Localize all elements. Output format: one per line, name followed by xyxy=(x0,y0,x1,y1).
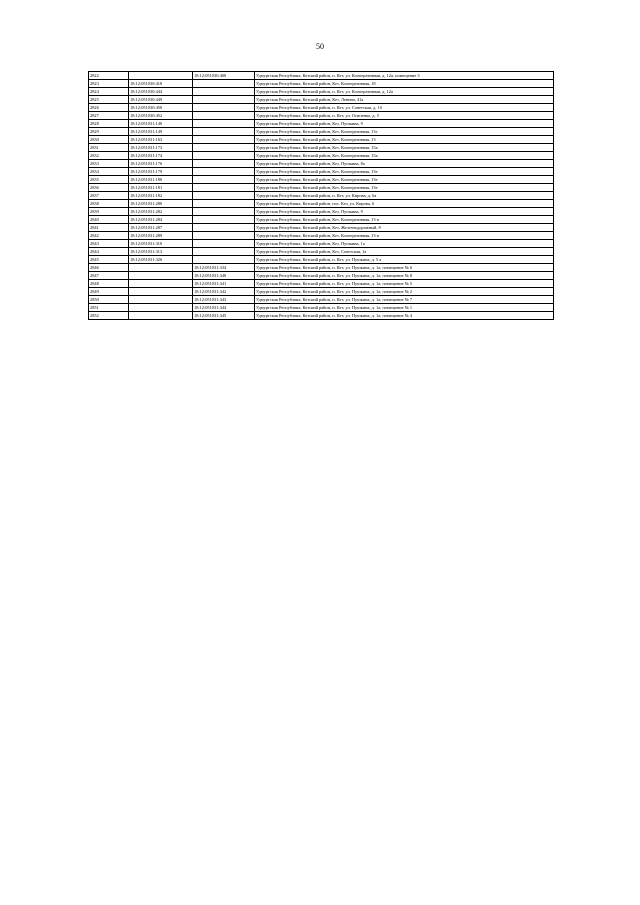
address-cell: Удмуртская Республика, Кезский район, п. Кез, ул. Кооперативная, д. 12а xyxy=(255,88,554,96)
land-cadastral-number-cell xyxy=(129,296,193,304)
premises-cadastral-number-cell: 18:12:051031:345 xyxy=(193,312,255,320)
table-row xyxy=(89,280,554,288)
land-cadastral-number-cell: 18:12:051031:182 xyxy=(129,192,193,200)
table-row xyxy=(89,128,554,136)
row-number-cell: 2833 xyxy=(89,160,129,168)
table-row xyxy=(89,232,554,240)
table-row xyxy=(89,296,554,304)
premises-cadastral-number-cell xyxy=(193,184,255,192)
row-number-cell: 2830 xyxy=(89,136,129,144)
premises-cadastral-number-cell xyxy=(193,216,255,224)
premises-cadastral-number-cell: 18:12:051031:340 xyxy=(193,272,255,280)
premises-cadastral-number-cell: 18:12:051031:344 xyxy=(193,304,255,312)
table-row xyxy=(89,72,554,80)
row-number-cell: 2852 xyxy=(89,312,129,320)
address-cell: Удмуртская Республика, Кезский район, Кез, Кооперативная, 13 в xyxy=(255,216,554,224)
address-cell: Удмуртская Республика, Кезский район, Кез, Ленина, 41а xyxy=(255,96,554,104)
land-cadastral-number-cell: 18:12:051030:450 xyxy=(129,104,193,112)
land-cadastral-number-cell xyxy=(129,304,193,312)
table-row xyxy=(89,256,554,264)
row-number-cell: 2831 xyxy=(89,144,129,152)
address-cell: Удмуртская Республика, Кезский район, Кез, Кооперативная, 13 в xyxy=(255,232,554,240)
address-cell: Удмуртская Республика, Кезский район, Кез, Кооперативная, 18 xyxy=(255,80,554,88)
land-cadastral-number-cell: 18:12:051031:284 xyxy=(129,216,193,224)
land-cadastral-number-cell: 18:12:051031:179 xyxy=(129,168,193,176)
land-cadastral-number-cell xyxy=(129,72,193,80)
row-number-cell: 2843 xyxy=(89,240,129,248)
address-cell: Удмуртская Республика, Кезский район, Кез, Кооперативная, 15а xyxy=(255,152,554,160)
premises-cadastral-number-cell xyxy=(193,200,255,208)
land-cadastral-number-cell: 18:12:051031:176 xyxy=(129,160,193,168)
address-cell: Удмуртская Республика, Кезский район, п. Кез, ул. Пушкина, д. 1а, помещение № 7 xyxy=(255,296,554,304)
row-number-cell: 2849 xyxy=(89,288,129,296)
row-number-cell: 2846 xyxy=(89,264,129,272)
address-cell: Удмуртская Республика, Кезский район, Кез, Кооперативная, 13 xyxy=(255,136,554,144)
premises-cadastral-number-cell: 18:12:051030:400 xyxy=(193,72,255,80)
address-cell: Удмуртская Республика, Кезский район, Кез, Кооперативная, 13е xyxy=(255,168,554,176)
address-cell: Удмуртская Республика, Кезский район, Кез, Пушкина, 8а xyxy=(255,160,554,168)
premises-cadastral-number-cell xyxy=(193,136,255,144)
address-cell: Удмуртская Республика, Кезский район, п. Кез, ул. Пушкина, д. 1а, помещение № 2 xyxy=(255,288,554,296)
row-number-cell: 2824 xyxy=(89,88,129,96)
premises-cadastral-number-cell: 18:12:051031:341 xyxy=(193,280,255,288)
address-cell: Удмуртская Республика, Кезский район, п. Кез, ул. Кирова, д. 6а xyxy=(255,192,554,200)
table-row xyxy=(89,160,554,168)
land-cadastral-number-cell: 18:12:051031:289 xyxy=(129,232,193,240)
row-number-cell: 2836 xyxy=(89,184,129,192)
address-cell: Удмуртская Республика, Кезский район, Кез, Кооперативная, 13г xyxy=(255,128,554,136)
row-number-cell: 2829 xyxy=(89,128,129,136)
table-row xyxy=(89,224,554,232)
premises-cadastral-number-cell xyxy=(193,176,255,184)
row-number-cell: 2845 xyxy=(89,256,129,264)
premises-cadastral-number-cell xyxy=(193,128,255,136)
premises-cadastral-number-cell xyxy=(193,240,255,248)
land-cadastral-number-cell: 18:12:051030:444 xyxy=(129,88,193,96)
address-cell: Удмуртская Республика, Кезский район, п. Кез, ул. Пушкина, д. 1а, помещение № 5 xyxy=(255,280,554,288)
land-cadastral-number-cell: 18:12:051031:310 xyxy=(129,240,193,248)
row-number-cell: 2832 xyxy=(89,152,129,160)
table-row xyxy=(89,184,554,192)
row-number-cell: 2822 xyxy=(89,72,129,80)
table-row xyxy=(89,136,554,144)
address-cell: Удмуртская Республика, Кезский район, Кез, Кооперативная, 13е xyxy=(255,184,554,192)
address-cell: Удмуртская Республика, Кезский район, пос. Кез, ул. Кирова, 6 xyxy=(255,200,554,208)
land-cadastral-number-cell: 18:12:051031:326 xyxy=(129,256,193,264)
premises-cadastral-number-cell xyxy=(193,256,255,264)
table-row xyxy=(89,104,554,112)
row-number-cell: 2842 xyxy=(89,232,129,240)
table-row xyxy=(89,152,554,160)
table-row xyxy=(89,312,554,320)
address-cell: Удмуртская Республика, Кезский район, п. Кез, ул. Кооперативная, д. 12а, помещение 3 xyxy=(255,72,554,80)
page-number: 50 xyxy=(316,42,324,51)
row-number-cell: 2847 xyxy=(89,272,129,280)
table-row xyxy=(89,192,554,200)
land-cadastral-number-cell: 18:12:051031:313 xyxy=(129,248,193,256)
land-cadastral-number-cell: 18:12:051031:181 xyxy=(129,184,193,192)
table-row xyxy=(89,264,554,272)
land-cadastral-number-cell: 18:12:051031:173 xyxy=(129,144,193,152)
row-number-cell: 2828 xyxy=(89,120,129,128)
land-cadastral-number-cell xyxy=(129,280,193,288)
registry-table-body xyxy=(89,72,554,320)
land-cadastral-number-cell: 18:12:051030:418 xyxy=(129,80,193,88)
premises-cadastral-number-cell xyxy=(193,160,255,168)
row-number-cell: 2848 xyxy=(89,280,129,288)
table-row xyxy=(89,272,554,280)
land-cadastral-number-cell xyxy=(129,288,193,296)
premises-cadastral-number-cell xyxy=(193,248,255,256)
premises-cadastral-number-cell xyxy=(193,88,255,96)
table-row xyxy=(89,304,554,312)
table-row xyxy=(89,240,554,248)
row-number-cell: 2841 xyxy=(89,224,129,232)
land-cadastral-number-cell: 18:12:051031:282 xyxy=(129,208,193,216)
table-row xyxy=(89,144,554,152)
row-number-cell: 2825 xyxy=(89,96,129,104)
address-cell: Удмуртская Республика, Кезский район, п. Кез, ул. Пушкина, д. 1а, помещение № 1 xyxy=(255,304,554,312)
land-cadastral-number-cell: 18:12:051031:163 xyxy=(129,136,193,144)
row-number-cell: 2827 xyxy=(89,112,129,120)
row-number-cell: 2834 xyxy=(89,168,129,176)
land-cadastral-number-cell: 18:12:051031:140 xyxy=(129,120,193,128)
address-cell: Удмуртская Республика, Кезский район, Кез, Советская, 1а xyxy=(255,248,554,256)
premises-cadastral-number-cell xyxy=(193,120,255,128)
address-cell: Удмуртская Республика, Кезский район, п. Кез, ул. Пушкина, д. 1а, помещение № 6 xyxy=(255,264,554,272)
address-cell: Удмуртская Республика, Кезский район, п. Кез, ул. Советская, д. 1б xyxy=(255,104,554,112)
land-cadastral-number-cell xyxy=(129,264,193,272)
premises-cadastral-number-cell xyxy=(193,112,255,120)
land-cadastral-number-cell: 18:12:051031:287 xyxy=(129,224,193,232)
row-number-cell: 2823 xyxy=(89,80,129,88)
row-number-cell: 2826 xyxy=(89,104,129,112)
premises-cadastral-number-cell: 18:12:051031:334 xyxy=(193,264,255,272)
row-number-cell: 2840 xyxy=(89,216,129,224)
table-row xyxy=(89,80,554,88)
land-cadastral-number-cell: 18:12:051030:452 xyxy=(129,112,193,120)
premises-cadastral-number-cell: 18:12:051031:342 xyxy=(193,288,255,296)
registry-table xyxy=(88,71,554,320)
row-number-cell: 2839 xyxy=(89,208,129,216)
land-cadastral-number-cell: 18:12:051031:149 xyxy=(129,128,193,136)
row-number-cell: 2851 xyxy=(89,304,129,312)
land-cadastral-number-cell: 18:12:051031:180 xyxy=(129,176,193,184)
land-cadastral-number-cell: 18:12:051031:280 xyxy=(129,200,193,208)
table-row xyxy=(89,112,554,120)
premises-cadastral-number-cell xyxy=(193,152,255,160)
premises-cadastral-number-cell xyxy=(193,192,255,200)
address-cell: Удмуртская Республика, Кезский район, Кез, Пушкина, 1а xyxy=(255,240,554,248)
land-cadastral-number-cell: 18:12:051031:174 xyxy=(129,152,193,160)
premises-cadastral-number-cell xyxy=(193,208,255,216)
table-row xyxy=(89,168,554,176)
address-cell: Удмуртская Республика, Кезский район, Кез, Железнодорожный, 8 xyxy=(255,224,554,232)
row-number-cell: 2837 xyxy=(89,192,129,200)
premises-cadastral-number-cell xyxy=(193,104,255,112)
premises-cadastral-number-cell xyxy=(193,80,255,88)
table-row xyxy=(89,216,554,224)
premises-cadastral-number-cell: 18:12:051031:343 xyxy=(193,296,255,304)
address-cell: Удмуртская Республика, Кезский район, Кез, Пушкина, 9 xyxy=(255,208,554,216)
table-row xyxy=(89,88,554,96)
row-number-cell: 2838 xyxy=(89,200,129,208)
table-row xyxy=(89,248,554,256)
address-cell: Удмуртская Республика, Кезский район, п. Кез, ул. Пушкина, д. 5 а xyxy=(255,256,554,264)
row-number-cell: 2850 xyxy=(89,296,129,304)
row-number-cell: 2844 xyxy=(89,248,129,256)
table-row xyxy=(89,120,554,128)
address-cell: Удмуртская Республика, Кезский район, Кез, Кооперативная, 15а xyxy=(255,144,554,152)
address-cell: Удмуртская Республика, Кезский район, Кез, Пушкина, 9 xyxy=(255,120,554,128)
address-cell: Удмуртская Республика, Кезский район, Кез, Кооперативная, 13е xyxy=(255,176,554,184)
premises-cadastral-number-cell xyxy=(193,144,255,152)
table-row xyxy=(89,96,554,104)
land-cadastral-number-cell xyxy=(129,272,193,280)
table-row xyxy=(89,208,554,216)
table-row xyxy=(89,200,554,208)
premises-cadastral-number-cell xyxy=(193,168,255,176)
row-number-cell: 2835 xyxy=(89,176,129,184)
premises-cadastral-number-cell xyxy=(193,96,255,104)
premises-cadastral-number-cell xyxy=(193,224,255,232)
table-row xyxy=(89,288,554,296)
land-cadastral-number-cell xyxy=(129,312,193,320)
address-cell: Удмуртская Республика, Кезский район, п. Кез, ул. Пушкина, д. 1а, помещение № 4 xyxy=(255,312,554,320)
address-cell: Удмуртская Республика, Кезский район, п. Кез, ул. Осипенко, д. 5 xyxy=(255,112,554,120)
table-row xyxy=(89,176,554,184)
address-cell: Удмуртская Республика, Кезский район, п. Кез, ул. Пушкина, д. 1а, помещение № 8 xyxy=(255,272,554,280)
premises-cadastral-number-cell xyxy=(193,232,255,240)
land-cadastral-number-cell: 18:12:051030:449 xyxy=(129,96,193,104)
